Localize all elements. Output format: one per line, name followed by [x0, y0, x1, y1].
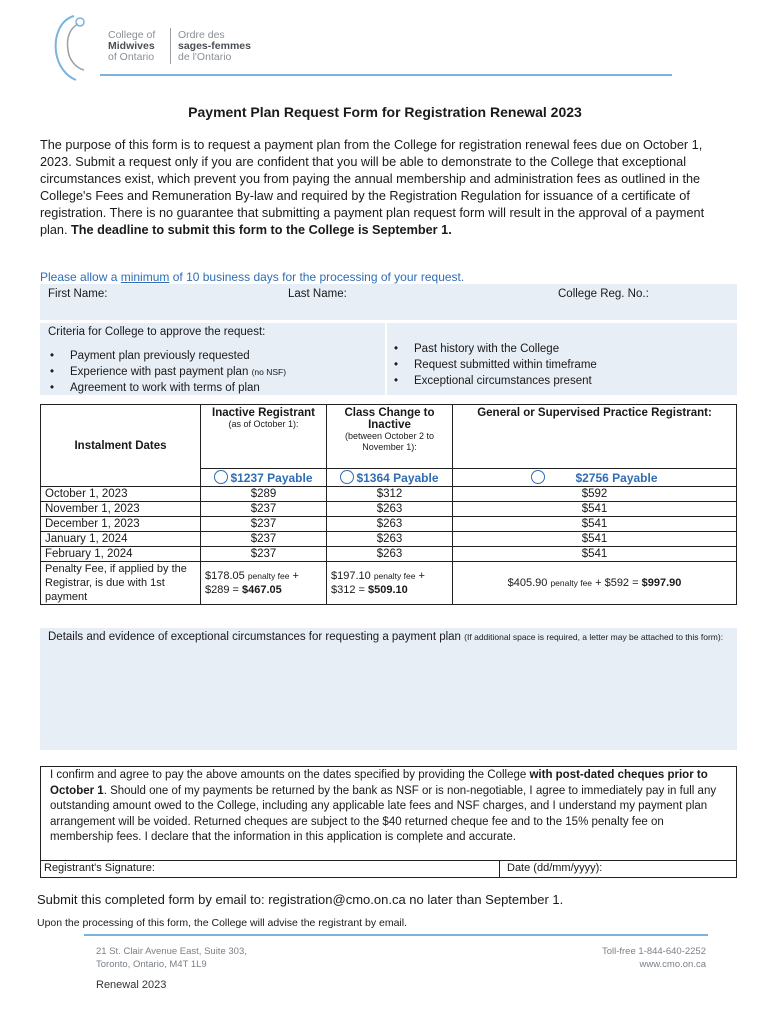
college-logo-icon	[52, 14, 92, 82]
details-label: Details and evidence of exceptional circumstances for requesting a payment plan	[48, 631, 461, 643]
list-item: • Request submitted within timeframe	[392, 357, 597, 373]
signature-row	[41, 860, 736, 877]
org-name-english	[108, 30, 155, 63]
signature-divider	[499, 861, 500, 877]
intro-paragraph	[40, 137, 720, 239]
org-fr-line1: Ordre des	[178, 29, 225, 41]
inactive-header	[201, 405, 327, 469]
col2-title: Class Change to Inactive	[344, 407, 435, 431]
deadline-text: The deadline to submit this form to the College is September 1.	[71, 223, 452, 237]
col3-title: General or Supervised Practice Registrant:	[477, 407, 712, 419]
penalty-general: $405.90 penalty fee + $592 = $997.90	[453, 562, 737, 605]
list-item: • Exceptional circumstances present	[392, 373, 597, 389]
header-rule	[100, 74, 672, 76]
list-item: • Payment plan previously requested	[48, 348, 286, 364]
date-field[interactable]: Date (dd/mm/yyyy):	[507, 862, 603, 874]
org-en-line3: of Ontario	[108, 51, 155, 63]
footer-renewal: Renewal 2023	[96, 979, 167, 991]
radio-class-change-icon[interactable]	[340, 470, 354, 484]
footer-contact: Toll-free 1-844-640-2252 www.cmo.on.ca	[601, 946, 706, 970]
name-fields-row[interactable]	[40, 284, 737, 320]
criteria-list-left	[48, 348, 286, 396]
allow-post: of 10 business days for the processing of your request.	[169, 270, 465, 284]
penalty-inactive: $178.05 penalty fee + $289 = $467.05	[201, 562, 327, 605]
org-fr-line3: de l'Ontario	[178, 51, 232, 63]
college-reg-no-field[interactable]: College Reg. No.:	[558, 288, 649, 300]
last-name-field[interactable]: Last Name:	[288, 288, 347, 300]
list-item: • Experience with past payment plan (no NSF)	[48, 364, 286, 380]
col2-sub: (between October 2 to November 1):	[344, 431, 435, 452]
col1-sub: (as of October 1):	[228, 419, 299, 429]
option-class-change[interactable]: $1364 Payable	[327, 469, 453, 487]
instalment-table	[40, 404, 737, 605]
general-header	[453, 405, 737, 469]
penalty-class-change: $197.10 penalty fee + $312 = $509.10	[327, 562, 453, 605]
table-row: January 1, 2024 $237 $263 $541	[41, 532, 737, 547]
org-fr-line2: sages-femmes	[178, 40, 251, 52]
penalty-label: Penalty Fee, if applied by the Registrar, is due with 1st payment	[41, 562, 201, 605]
radio-general-icon[interactable]	[531, 470, 545, 484]
table-row: February 1, 2024 $237 $263 $541	[41, 547, 737, 562]
criteria-box	[40, 323, 737, 395]
org-en-line2: Midwives	[108, 40, 155, 52]
details-field[interactable]	[40, 628, 737, 750]
col1-title: Inactive Registrant	[212, 407, 315, 419]
option-general[interactable]: $2756 Payable	[453, 469, 737, 487]
list-item: • Past history with the College	[392, 341, 597, 357]
nsf-note: (no NSF)	[251, 367, 287, 377]
submit-instructions: Submit this completed form by email to: registration@cmo.on.ca no later than September 1.	[37, 892, 564, 907]
org-name-french	[178, 30, 251, 63]
intro-body: The purpose of this form is to request a payment plan from the College for registration renewal fees due on October 1, 2023. Submit a request only if you are confident that you will be able to demonstrate to the College that exceptional circumstances exist, which prevent you from paying the annual membership and administration fees as outlined in the College's Fees and Remuneration By-law and required by the Registration Regulation for issuance of a certificate of registration. There is no guarantee that submitting a payment plan request form will result in the approval of a payment plan.	[40, 138, 705, 237]
confirmation-box	[40, 766, 737, 878]
signature-field[interactable]: Registrant's Signature:	[44, 862, 155, 874]
footer-address: 21 St. Clair Avenue East, Suite 303, Toronto, Ontario, M4T 1L9	[96, 946, 247, 970]
instalment-dates-header: Instalment Dates	[41, 405, 201, 487]
allow-minimum: minimum	[120, 270, 170, 284]
org-divider	[170, 28, 171, 64]
first-name-field[interactable]: First Name:	[48, 288, 108, 300]
table-header-row	[41, 405, 737, 469]
table-row: October 1, 2023 $289 $312 $592	[41, 487, 737, 502]
radio-inactive-icon[interactable]	[214, 470, 228, 484]
penalty-row	[41, 562, 737, 605]
criteria-divider	[385, 323, 387, 395]
footer-rule	[84, 934, 708, 936]
list-item: • Agreement to work with terms of plan	[48, 380, 286, 396]
table-row: December 1, 2023 $237 $263 $541	[41, 517, 737, 532]
processing-notice	[40, 270, 464, 284]
table-row: November 1, 2023 $237 $263 $541	[41, 502, 737, 517]
criteria-list-right	[392, 341, 597, 389]
org-en-line1: College of	[108, 29, 156, 41]
class-change-header	[327, 405, 453, 469]
criteria-heading: Criteria for College to approve the request:	[48, 326, 266, 338]
allow-pre: Please allow a	[40, 270, 121, 284]
option-inactive[interactable]: $1237 Payable	[201, 469, 327, 487]
confirmation-text: I confirm and agree to pay the above amounts on the dates specified by providing the College with post-dated cheques prior to October 1. Should one of my payments be returned by the bank as NSF or is non-negotiable, I agree to immediately pay in full any outstanding amount owed to the College, including any applicable late fees and NSF charges, and I understand my payment plan arrangement will be voided. Returned cheques are subject to the $40 returned cheque fee and to the 15% penalty fee on membership fees. I declare that the information in this application is complete and accurate.	[50, 769, 717, 843]
processing-note: Upon the processing of this form, the College will advise the registrant by email.	[37, 917, 408, 929]
page-title: Payment Plan Request Form for Registration Renewal 2023	[188, 104, 582, 120]
website-link[interactable]: www.cmo.on.ca	[639, 959, 706, 970]
details-note: (If additional space is required, a letter may be attached to this form):	[464, 632, 724, 642]
